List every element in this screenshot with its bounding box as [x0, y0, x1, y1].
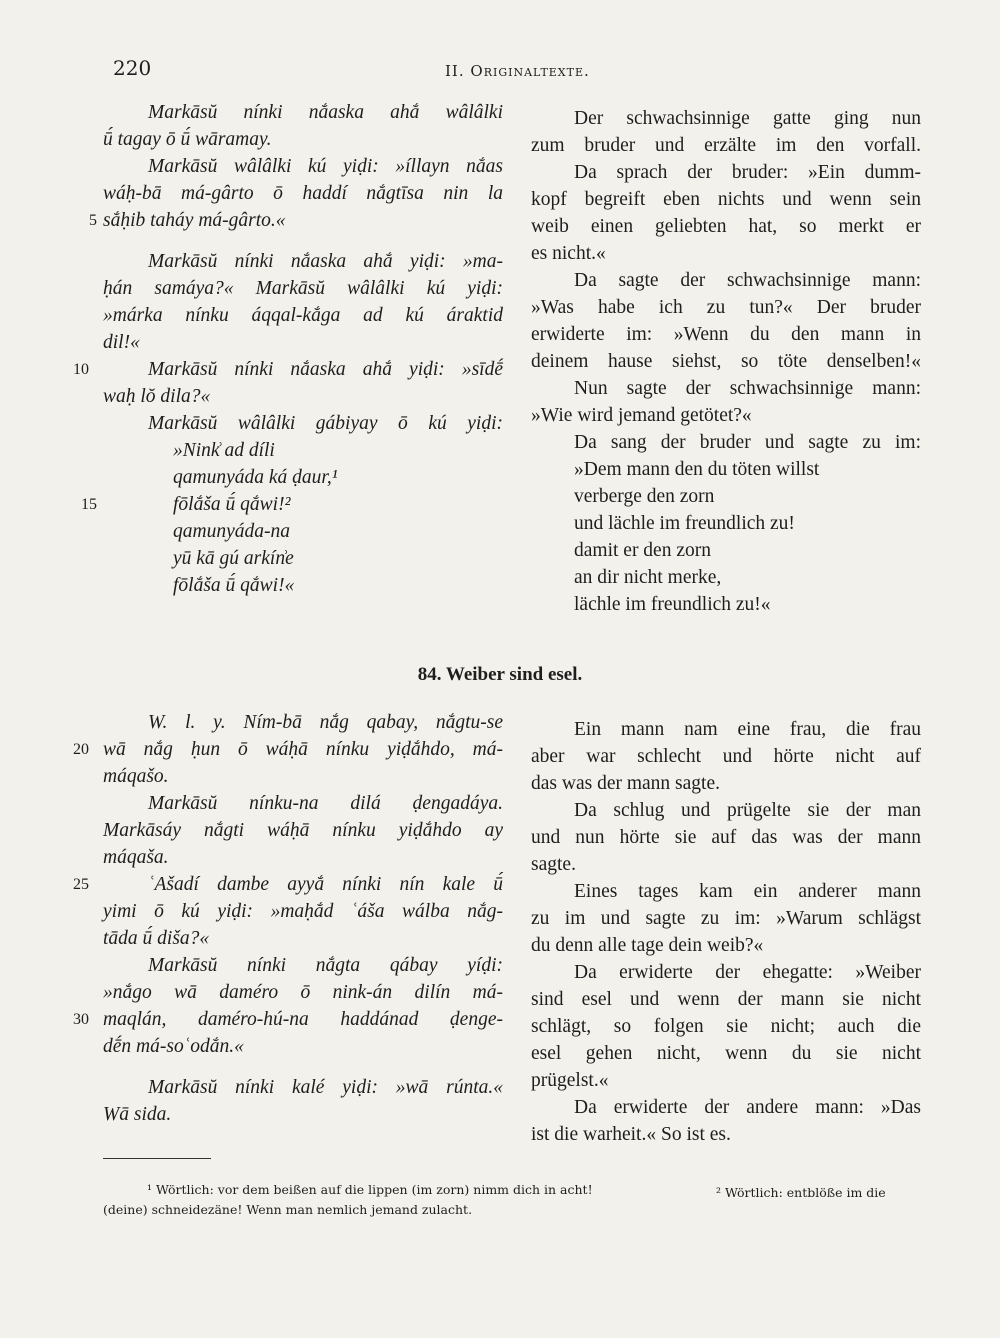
somali-line	[103, 180, 503, 207]
somali-line	[103, 572, 503, 599]
german-line-text: aber war schlecht und hörte nicht auf	[531, 746, 921, 767]
german-line	[531, 1013, 921, 1040]
somali-line-text: Markāsáy nắgti wáḥā nínku yiḍắhdo ay	[103, 820, 503, 841]
somali-line-text: waḥ lŏ dila?«	[103, 386, 211, 407]
german-line-text: zu im und sagte zu im: »Warum schlägst	[531, 908, 921, 929]
somali-line-text: »Nink͗ ad díli	[173, 440, 275, 461]
somali-line	[103, 1101, 503, 1128]
somali-line-text: sắḥib taháy má-gârto.«	[103, 210, 286, 231]
somali-line-text: Markāsŭ nínki kalé yiḍi: »wā rúnta.«	[148, 1077, 503, 1098]
somali-line	[103, 844, 503, 871]
somali-line-text: yimi ō kú yiḍi: »maḥắd ʿáša wálba nắg-	[103, 901, 503, 922]
footnote-2-mark: ²	[716, 1185, 722, 1200]
somali-line-text: tāda ū́ diša?«	[103, 928, 210, 949]
german-line-text: Eines tages kam ein anderer mann	[574, 881, 921, 902]
german-line-text: das was der mann sagte.	[531, 773, 720, 794]
somali-line	[103, 709, 503, 736]
german-line	[531, 878, 921, 905]
somali-line	[103, 126, 503, 153]
somali-line	[103, 545, 503, 572]
somali-line-text: Markāsŭ nínki nắaska ahắ wâlâlki	[148, 102, 503, 123]
german-line	[531, 375, 921, 402]
german-line	[531, 321, 921, 348]
german-line	[531, 591, 921, 618]
german-line	[531, 986, 921, 1013]
german-line	[531, 510, 921, 537]
german-line-text: ist die warheit.« So ist es.	[531, 1124, 731, 1145]
footnote-1-line-2: (deine) schneidezäne! Wenn man nemlich jemand zulacht.	[103, 1202, 473, 1217]
german-line-text: sagte.	[531, 854, 576, 875]
german-line	[531, 537, 921, 564]
german-line	[531, 186, 921, 213]
somali-line	[103, 898, 503, 925]
footnote-rule	[103, 1158, 211, 1159]
somali-text-bottom	[73, 709, 503, 1128]
german-line-text: deinem hause siehst, so töte denselben!«	[531, 351, 921, 372]
somali-line	[103, 518, 503, 545]
german-line-text: Der schwachsinnige gatte ging nun	[574, 108, 921, 129]
somali-line	[103, 248, 503, 275]
line-number: 25	[73, 876, 89, 893]
somali-line	[103, 275, 503, 302]
somali-line-text: fōlắša ū́ qắwi!«	[173, 575, 295, 596]
german-line	[531, 905, 921, 932]
german-line	[531, 348, 921, 375]
german-line-text: »Was habe ich zu tun?« Der bruder	[531, 297, 921, 318]
german-line-text: Da sang der bruder und sagte zu im:	[574, 432, 921, 453]
german-line-text: zum bruder und erzälte im den vorfall.	[531, 135, 921, 156]
somali-line-text: Markāsŭ nínki nắgta qábay yíḍi:	[148, 955, 503, 976]
german-line	[531, 716, 921, 743]
somali-line	[103, 925, 503, 952]
running-head	[445, 62, 590, 80]
somali-line	[73, 356, 503, 383]
line-number: 15	[81, 496, 97, 513]
german-line-text: verberge den zorn	[574, 486, 715, 507]
german-line-text: sind esel und wenn der mann sie nicht	[531, 989, 921, 1010]
german-line-text: erwiderte im: »Wenn du den mann in	[531, 324, 921, 345]
german-line-text: Ein mann nam eine frau, die frau	[574, 719, 921, 740]
somali-line-text: Markāsŭ wâlâlki kú yiḍi: »íllayn nắas	[148, 156, 503, 177]
somali-line	[103, 410, 503, 437]
german-line	[531, 429, 921, 456]
german-line-text: lächle im freundlich zu!«	[574, 594, 771, 615]
german-line	[531, 1040, 921, 1067]
somali-line-text: máqaša.	[103, 847, 169, 868]
german-line-text: damit er den zorn	[574, 540, 711, 561]
german-line-text: es nicht.«	[531, 243, 606, 264]
german-line	[531, 824, 921, 851]
somali-line	[73, 736, 503, 763]
german-line-text: du denn alle tage dein weib?«	[531, 935, 764, 956]
german-line-text: und nun hörte sie auf das was der mann	[531, 827, 921, 848]
german-line	[531, 267, 921, 294]
somali-line-text: »nắgo wā daméro ō nink-án dilín má-	[103, 982, 503, 1003]
somali-text-top	[73, 99, 503, 599]
german-line	[531, 132, 921, 159]
german-line	[531, 959, 921, 986]
somali-line-text: Wā sida.	[103, 1104, 172, 1125]
footnote-1	[103, 1180, 663, 1220]
somali-line	[81, 491, 503, 518]
german-line	[531, 240, 921, 267]
somali-line	[103, 302, 503, 329]
somali-line-text: dḗn má-soʿodắn.«	[103, 1036, 244, 1057]
german-line	[531, 1067, 921, 1094]
somali-line	[103, 464, 503, 491]
german-line-text: weib einen geliebten hat, so merkt er	[531, 216, 921, 237]
somali-line	[103, 1033, 503, 1060]
german-line	[531, 932, 921, 959]
somali-line	[103, 383, 503, 410]
german-line-text: »Dem mann den du töten willst	[574, 459, 820, 480]
somali-line-text: qamunyáda-na	[173, 521, 290, 542]
somali-line	[103, 1074, 503, 1101]
somali-line	[103, 952, 503, 979]
german-line	[531, 770, 921, 797]
somali-line-text: Markāsŭ nínku-na dilá ḍengadáya.	[148, 793, 503, 814]
german-line-text: »Wie wird jemand getötet?«	[531, 405, 752, 426]
line-number: 20	[73, 741, 89, 758]
somali-line	[89, 207, 503, 234]
footnote-2-text: Wörtlich: entblöße im die	[725, 1185, 886, 1200]
german-line-text: kopf begreift eben nichts und wenn sein	[531, 189, 921, 210]
somali-line-text: yū kā gú arkín͗e	[173, 548, 294, 569]
paragraph-gap	[103, 1060, 503, 1074]
somali-line-text: fōlắša ū́ qắwi!²	[173, 494, 291, 515]
german-line	[531, 456, 921, 483]
somali-line-text: maqlán, daméro-hú-na haddánad ḍenge-	[103, 1009, 503, 1030]
somali-line	[73, 871, 503, 898]
german-line	[531, 1121, 921, 1148]
somali-line-text: Markāsŭ nínki nắaska ahắ yiḍi: »sīdḗ	[148, 359, 503, 380]
german-line	[531, 797, 921, 824]
german-line-text: Da sagte der schwachsinnige mann:	[574, 270, 921, 291]
somali-line	[103, 153, 503, 180]
somali-line-text: máqašo.	[103, 766, 169, 787]
section-title: 84. Weiber sind esel.	[417, 664, 583, 685]
somali-line-text: Markāsŭ wâlâlki gábiyay ō kú yiḍi:	[148, 413, 503, 434]
german-line	[531, 159, 921, 186]
paragraph-gap	[103, 234, 503, 248]
somali-line	[103, 790, 503, 817]
german-line-text: schlägt, so folgen sie nicht; auch die	[531, 1016, 921, 1037]
somali-line	[103, 99, 503, 126]
german-line-text: und lächle im freundlich zu!	[574, 513, 795, 534]
german-line	[531, 1094, 921, 1121]
german-translation-bottom	[531, 716, 921, 1148]
somali-line	[73, 1006, 503, 1033]
german-line	[531, 483, 921, 510]
somali-line-text: W. l. y. Ním-bā nắg qabay, nắgtu-se	[148, 712, 503, 733]
footnote-1-mark: ¹	[147, 1182, 153, 1197]
somali-line-text: ḥán samáya?« Markāsŭ wâlâlki kú yiḍi:	[103, 278, 503, 299]
german-line-text: an dir nicht merke,	[574, 567, 722, 588]
german-line-text: Da sprach der bruder: »Ein dumm-	[574, 162, 921, 183]
german-line-text: Da erwiderte der andere mann: »Das	[574, 1097, 921, 1118]
german-line-text: Da erwiderte der ehegatte: »Weiber	[574, 962, 921, 983]
somali-line-text: qamunyáda ká ḍaur,¹	[173, 467, 338, 488]
german-line	[531, 402, 921, 429]
footnote-2	[716, 1183, 946, 1203]
german-line-text: Nun sagte der schwachsinnige mann:	[574, 378, 921, 399]
somali-line-text: ʿAšadí dambe ayyắ nínki nín kale ū́	[148, 874, 503, 895]
german-line	[531, 105, 921, 132]
running-head-word: Originaltexte.	[470, 62, 590, 80]
somali-line	[103, 979, 503, 1006]
somali-line	[103, 329, 503, 356]
german-line-text: esel gehen nicht, wenn du sie nicht	[531, 1043, 921, 1064]
line-number: 30	[73, 1011, 89, 1028]
somali-line-text: wā nắg ḥun ō wáḥā nínku yiḍắhdo, má-	[103, 739, 503, 760]
german-translation-top	[531, 105, 921, 618]
german-line	[531, 564, 921, 591]
somali-line	[103, 817, 503, 844]
page-number: 220	[113, 56, 152, 80]
line-number: 10	[73, 361, 89, 378]
running-head-numeral: II.	[445, 62, 465, 80]
german-line	[531, 851, 921, 878]
line-number: 5	[89, 212, 97, 229]
somali-line-text: »márka nínku áqqal-kắga ad kú áraktid	[103, 305, 503, 326]
somali-line-text: wáḥ-bā má-gârto ō haddí nắgtīsa nin la	[103, 183, 503, 204]
footnote-1-line-1: Wörtlich: vor dem beißen auf die lippen (im zorn) nimm dich in acht!	[156, 1182, 593, 1197]
german-line	[531, 294, 921, 321]
german-line-text: prügelst.«	[531, 1070, 609, 1091]
somali-line	[103, 763, 503, 790]
german-line-text: Da schlug und prügelte sie der man	[574, 800, 921, 821]
somali-line	[103, 437, 503, 464]
somali-line-text: dil!«	[103, 332, 140, 353]
german-line	[531, 743, 921, 770]
german-line	[531, 213, 921, 240]
somali-line-text: ū́ tagay ō ū́ wāramay.	[103, 129, 272, 150]
somali-line-text: Markāsŭ nínki nắaska ahắ yiḍi: »ma-	[148, 251, 503, 272]
